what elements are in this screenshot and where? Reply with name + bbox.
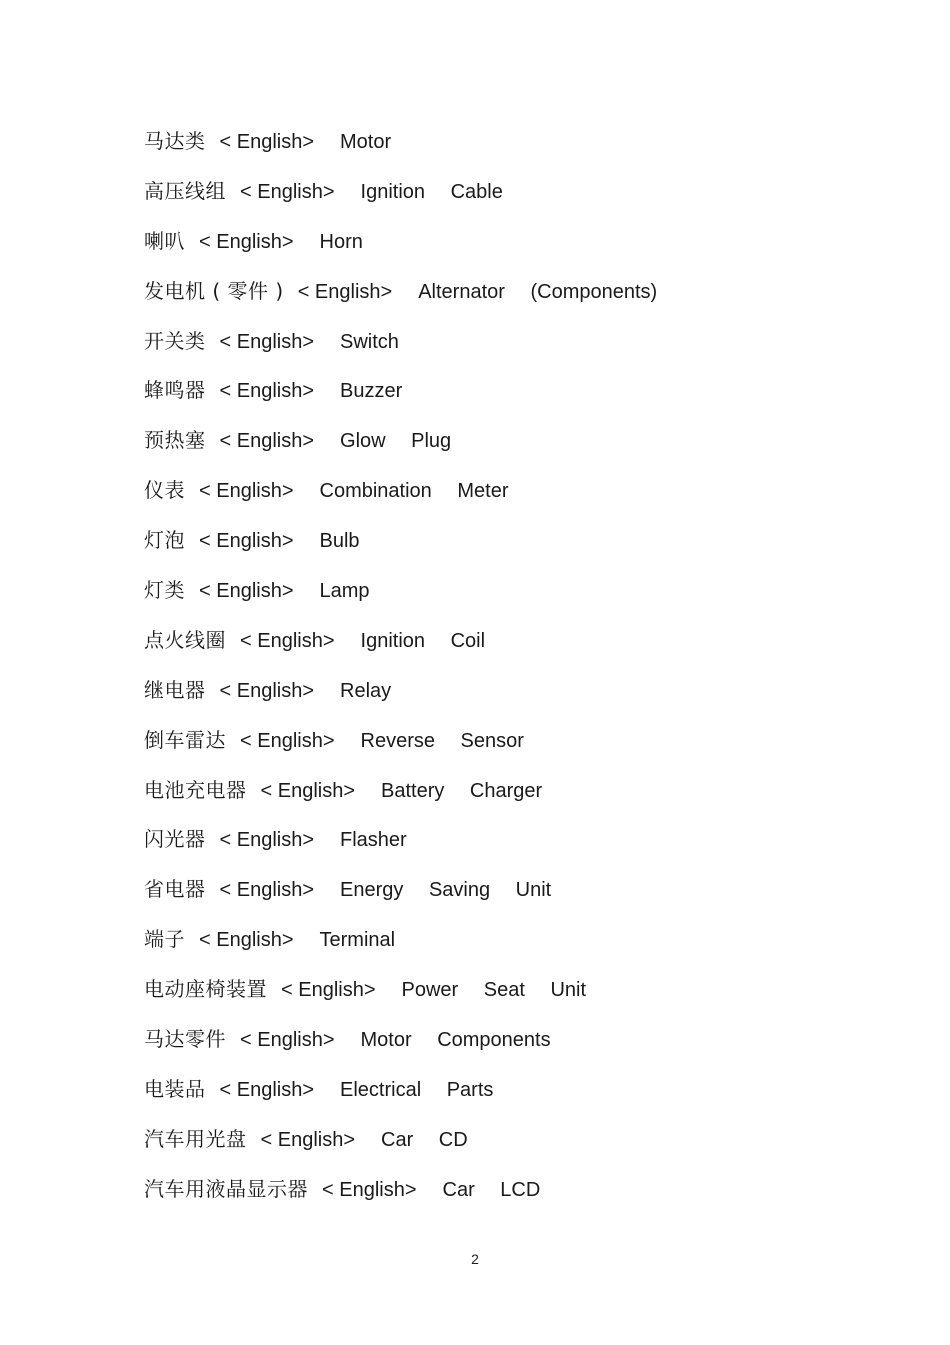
glossary-entry [144, 466, 904, 516]
chinese-term: 继电器 [144, 677, 206, 702]
language-marker: < English> [199, 230, 294, 253]
language-marker: < English> [240, 180, 335, 203]
english-term: Terminal [319, 929, 396, 952]
english-term: Car LCD [442, 1178, 541, 1201]
english-term: Power Seat Unit [401, 979, 587, 1002]
glossary-entry [144, 1115, 904, 1165]
glossary-entry [144, 815, 904, 865]
chinese-term: 闪光器 [144, 827, 206, 852]
chinese-term: 电装品 [144, 1076, 206, 1101]
chinese-term: 端子 [144, 927, 185, 952]
language-marker: < English> [219, 829, 315, 852]
language-marker: < English> [199, 929, 294, 952]
english-term: Ignition Cable [360, 180, 503, 203]
chinese-term: 高压线组 [144, 178, 226, 203]
glossary-entry [144, 616, 904, 666]
english-term: Alternator (Components) [418, 280, 658, 303]
glossary-entry [144, 865, 904, 915]
glossary-entry [144, 915, 904, 965]
language-marker: < English> [297, 280, 393, 303]
glossary-entry [144, 965, 904, 1015]
chinese-term: 仪表 [144, 478, 185, 503]
page-number: 2 [471, 1251, 479, 1267]
chinese-term: 省电器 [144, 877, 206, 902]
english-term: Horn [319, 230, 363, 253]
language-marker: < English> [219, 679, 315, 702]
chinese-term: 预热塞 [144, 428, 206, 453]
language-marker: < English> [219, 879, 315, 902]
chinese-term: 灯类 [144, 578, 185, 603]
language-marker: < English> [240, 729, 335, 752]
chinese-term: 电池充电器 [144, 777, 247, 802]
chinese-term: 点火线圈 [144, 627, 226, 652]
chinese-term: 马达零件 [144, 1027, 226, 1052]
english-term: Motor Components [360, 1029, 551, 1052]
chinese-term: 开关类 [144, 328, 206, 353]
language-marker: < English> [219, 131, 315, 153]
language-marker: < English> [199, 480, 294, 503]
glossary-list [144, 117, 904, 1215]
language-marker: < English> [199, 530, 294, 553]
chinese-term: 汽车用液晶显示器 [144, 1176, 308, 1201]
chinese-term: 灯泡 [144, 528, 185, 553]
language-marker: < English> [199, 580, 294, 603]
english-term: Ignition Coil [360, 629, 486, 652]
glossary-entry [144, 416, 904, 466]
english-term: Electrical Parts [340, 1078, 494, 1101]
language-marker: < English> [240, 629, 335, 652]
english-term: Buzzer [340, 380, 403, 403]
language-marker: < English> [281, 979, 376, 1002]
chinese-term: 发电机 ( 零件 ) [144, 278, 284, 303]
chinese-term: 倒车雷达 [144, 727, 226, 752]
english-term: Glow Plug [340, 430, 452, 453]
glossary-entry [144, 716, 904, 766]
english-term: Switch [340, 330, 399, 353]
english-term: Bulb [319, 530, 360, 553]
english-term: Combination Meter [319, 480, 509, 503]
language-marker: < English> [240, 1029, 335, 1052]
language-marker: < English> [219, 1078, 315, 1101]
glossary-entry [144, 366, 904, 416]
glossary-entry [144, 1015, 904, 1065]
english-term: Battery Charger [381, 779, 543, 802]
glossary-entry [144, 317, 904, 367]
language-marker: < English> [219, 380, 315, 403]
english-term: Reverse Sensor [360, 729, 524, 752]
english-term: Car CD [381, 1128, 468, 1151]
english-term: Relay [340, 679, 392, 702]
glossary-entry [144, 217, 904, 267]
chinese-term: 汽车用光盘 [144, 1126, 247, 1151]
glossary-entry [144, 267, 904, 317]
glossary-entry [144, 1065, 904, 1115]
glossary-entry [144, 167, 904, 217]
language-marker: < English> [219, 330, 315, 353]
glossary-entry [144, 666, 904, 716]
glossary-entry [144, 766, 904, 816]
english-term: Flasher [340, 829, 407, 852]
chinese-term: 马达类 [144, 129, 206, 153]
glossary-entry [144, 516, 904, 566]
glossary-entry [144, 566, 904, 616]
language-marker: < English> [260, 779, 356, 802]
glossary-entry [144, 117, 904, 167]
chinese-term: 电动座椅装置 [144, 977, 267, 1002]
chinese-term: 蜂鸣器 [144, 378, 206, 403]
english-term: Lamp [319, 580, 370, 603]
chinese-term: 喇叭 [144, 228, 185, 253]
english-term: Motor [340, 131, 392, 153]
language-marker: < English> [322, 1178, 417, 1201]
glossary-entry [144, 1165, 904, 1215]
language-marker: < English> [219, 430, 315, 453]
english-term: Energy Saving Unit [340, 879, 552, 902]
language-marker: < English> [260, 1128, 356, 1151]
